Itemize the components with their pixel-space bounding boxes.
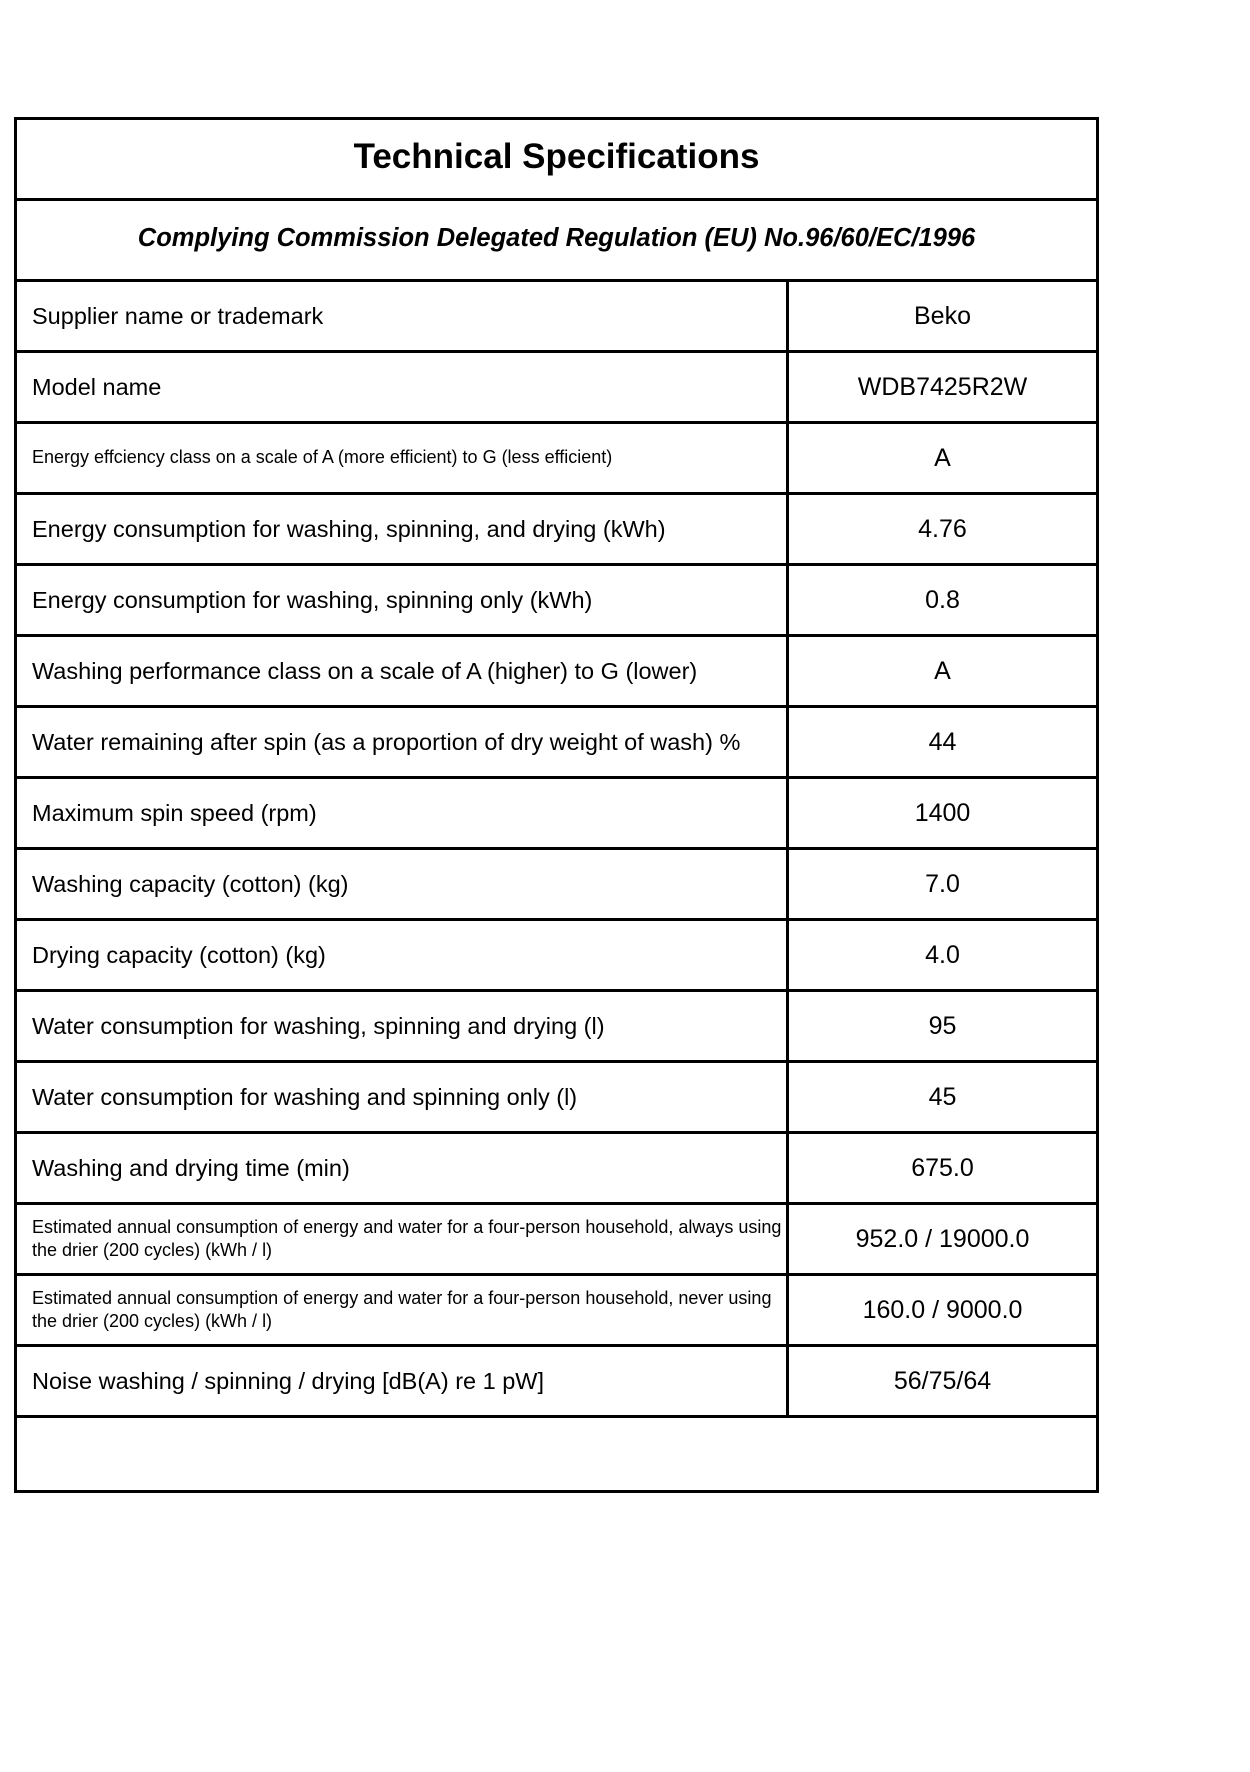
blank-cell: [16, 1417, 1098, 1492]
spec-value: 4.76: [788, 494, 1098, 565]
spec-value: 952.0 / 19000.0: [788, 1204, 1098, 1275]
table-row: [16, 849, 1098, 920]
subtitle-row: [16, 200, 1098, 281]
spec-value: 95: [788, 991, 1098, 1062]
table-row: [16, 1133, 1098, 1204]
table-row: [16, 778, 1098, 849]
table-row: [16, 991, 1098, 1062]
spec-label: Noise washing / spinning / drying [dB(A) re 1 pW]: [16, 1346, 788, 1417]
spec-label: Washing and drying time (min): [16, 1133, 788, 1204]
spec-label: Water consumption for washing, spinning and drying (l): [16, 991, 788, 1062]
spec-label: Energy consumption for washing, spinning only (kWh): [16, 565, 788, 636]
spec-label: Maximum spin speed (rpm): [16, 778, 788, 849]
spec-value: 56/75/64: [788, 1346, 1098, 1417]
table-row: [16, 1204, 1098, 1275]
spec-label: Model name: [16, 352, 788, 423]
table-row: [16, 352, 1098, 423]
spec-label: Estimated annual consumption of energy and water for a four-person household, never using the drier (200 cycles) (kWh / l): [16, 1275, 788, 1346]
spec-value: 7.0: [788, 849, 1098, 920]
table-row: [16, 1346, 1098, 1417]
regulation-subtitle: Complying Commission Delegated Regulation (EU) No.96/60/EC/1996: [16, 200, 1098, 281]
spec-label: Supplier name or trademark: [16, 281, 788, 352]
technical-specifications-sheet: [14, 117, 1096, 1493]
spec-rows: [16, 281, 1098, 1492]
table-row: [16, 565, 1098, 636]
spec-value: 4.0: [788, 920, 1098, 991]
table-row: [16, 423, 1098, 494]
page-title: Technical Specifications: [16, 119, 1098, 200]
spec-label: Washing capacity (cotton) (kg): [16, 849, 788, 920]
spec-label: Energy effciency class on a scale of A (more efficient) to G (less efficient): [16, 423, 788, 494]
title-row: [16, 119, 1098, 200]
table-row: [16, 707, 1098, 778]
spec-value: 1400: [788, 778, 1098, 849]
spec-value: 44: [788, 707, 1098, 778]
table-row: [16, 281, 1098, 352]
specifications-table: [14, 117, 1099, 1493]
spec-label: Drying capacity (cotton) (kg): [16, 920, 788, 991]
table-row: [16, 494, 1098, 565]
table-row: [16, 920, 1098, 991]
spec-label: Water consumption for washing and spinning only (l): [16, 1062, 788, 1133]
spec-value: A: [788, 636, 1098, 707]
table-row: [16, 636, 1098, 707]
spec-label: Energy consumption for washing, spinning, and drying (kWh): [16, 494, 788, 565]
spec-value: A: [788, 423, 1098, 494]
spec-label: Estimated annual consumption of energy and water for a four-person household, always using the drier (200 cycles) (kWh / l): [16, 1204, 788, 1275]
spec-value: WDB7425R2W: [788, 352, 1098, 423]
blank-row: [16, 1417, 1098, 1492]
spec-label: Washing performance class on a scale of A (higher) to G (lower): [16, 636, 788, 707]
spec-value: 0.8: [788, 565, 1098, 636]
spec-value: 160.0 / 9000.0: [788, 1275, 1098, 1346]
table-body: [16, 119, 1098, 281]
spec-value: 675.0: [788, 1133, 1098, 1204]
table-row: [16, 1275, 1098, 1346]
table-row: [16, 1062, 1098, 1133]
spec-value: 45: [788, 1062, 1098, 1133]
spec-label: Water remaining after spin (as a proportion of dry weight of wash) %: [16, 707, 788, 778]
spec-value: Beko: [788, 281, 1098, 352]
